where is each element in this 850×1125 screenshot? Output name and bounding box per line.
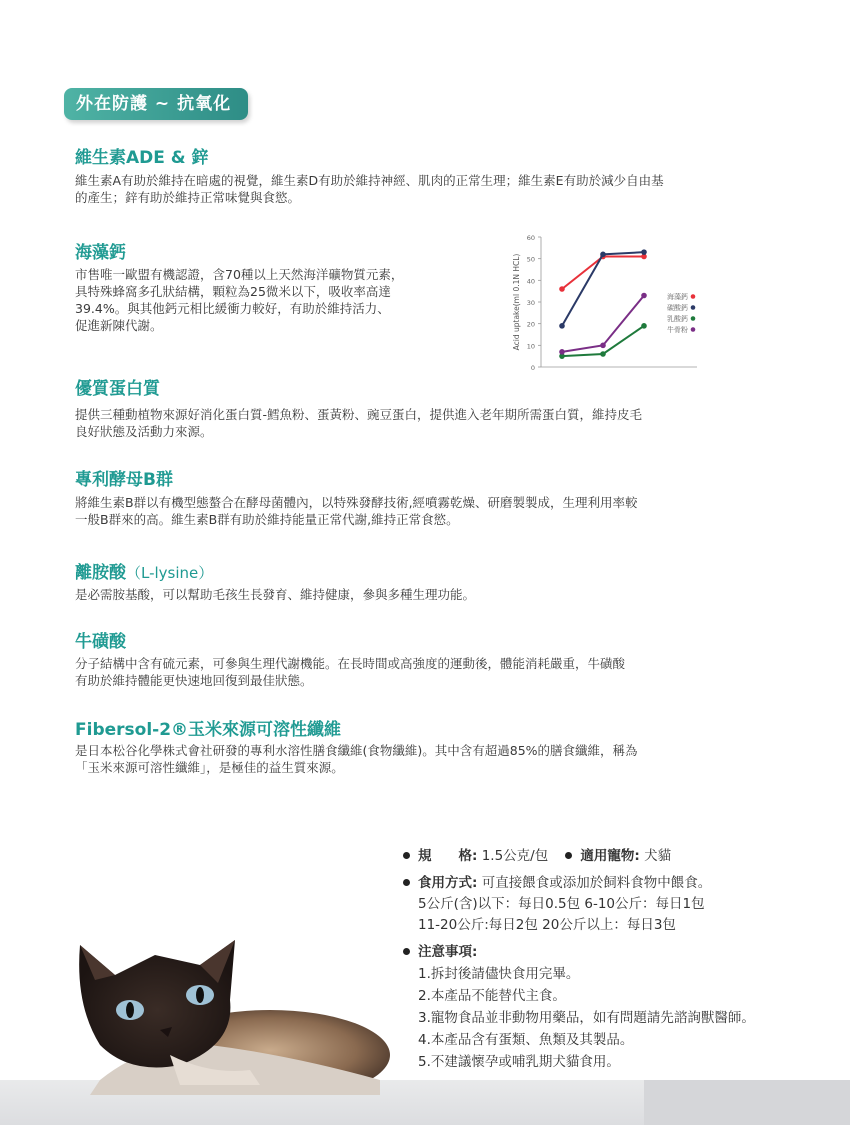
heading-quality-protein: 優質蛋白質 <box>75 379 160 399</box>
bullet-icon <box>565 852 572 859</box>
heading-seaweed-calcium: 海藻鈣 <box>75 243 126 263</box>
section-banner: 外在防護 ~ 抗氧化 <box>64 88 248 120</box>
heading-lysine-subtitle: （L-lysine） <box>126 564 214 582</box>
text-line: 一般B群來的高。維生素B群有助於維持能量正常代謝,維持正常食慾。 <box>75 512 459 527</box>
data-point <box>559 323 565 329</box>
notes-label: 注意事項: <box>418 944 478 960</box>
y-tick-label: 60 <box>526 234 535 242</box>
usage-line: 5公斤(含)以下：每日0.5包 6-10公斤：每日1包 <box>418 896 705 912</box>
spec-label: 規 格: <box>418 848 478 864</box>
heading-lysine-title: 離胺酸 <box>75 563 126 583</box>
usage-value: 可直接餵食或添加於飼料食物中餵食。 <box>481 875 712 891</box>
text-lysine <box>75 586 475 603</box>
text-line: 將維生素B群以有機型態螯合在酵母菌體內，以特殊發酵技術,經噴霧乾燥、研磨製製成，生理利用率較 <box>75 495 638 510</box>
text-line: 提供三種動植物來源好消化蛋白質-鱈魚粉、蛋黃粉、豌豆蛋白，提供進入老年期所需蛋白質，維持皮毛 <box>75 407 643 422</box>
text-line: 39.4%。與其他鈣元相比緩衝力較好，有助於維持活力、 <box>75 301 390 316</box>
usage-row <box>403 871 711 891</box>
text-line: 的產生；鋅有助於維持正常味覺與食慾。 <box>75 190 301 205</box>
text-line: 是必需胺基酸，可以幫助毛孩生長發育、維持健康，參與多種生理功能。 <box>75 587 476 602</box>
text-line: 促進新陳代謝。 <box>75 318 163 333</box>
legend-marker <box>691 294 696 299</box>
heading-fibersol: Fibersol-2®玉米來源可溶性纖維 <box>75 720 342 740</box>
legend-label: 海藻鈣 <box>667 293 688 301</box>
data-point <box>600 343 606 349</box>
text-fibersol <box>75 742 638 776</box>
data-point <box>559 286 565 292</box>
heading-lysine <box>75 558 213 583</box>
data-point <box>559 349 565 355</box>
pet-label: 適用寵物: <box>580 848 640 864</box>
cat-photo <box>60 905 390 1095</box>
legend-label: 碳酸鈣 <box>667 304 688 312</box>
heading-taurine: 牛磺酸 <box>75 632 126 652</box>
series-line <box>562 252 644 326</box>
text-quality-protein <box>75 406 642 440</box>
acid-uptake-chart <box>505 225 697 375</box>
text-line: 良好狀態及活動力來源。 <box>75 424 213 439</box>
usage-label: 食用方式: <box>418 875 478 891</box>
y-tick-label: 0 <box>530 364 535 372</box>
text-line: 有助於維持體能更快速地回復到最佳狀態。 <box>75 673 313 688</box>
usage-line: 11-20公斤:每日2包 20公斤以上：每日3包 <box>418 917 676 933</box>
note-item: 3.寵物食品並非動物用藥品，如有問題請先諮詢獸醫師。 <box>418 1010 755 1026</box>
legend-label: 牛骨粉 <box>667 326 688 334</box>
text-yeast-b <box>75 494 638 528</box>
text-vitamin-ade-zinc <box>75 172 664 206</box>
spec-value: 1.5公克/包 <box>481 848 549 864</box>
y-tick-label: 20 <box>526 320 535 329</box>
legend-label: 乳酸鈣 <box>667 315 688 323</box>
spec-row <box>403 844 671 864</box>
bullet-icon <box>403 852 410 859</box>
y-tick-label: 50 <box>526 255 535 264</box>
data-point <box>641 323 647 329</box>
legend-marker <box>691 327 696 332</box>
note-item: 2.本產品不能替代主食。 <box>418 988 566 1004</box>
bullet-icon <box>403 948 410 955</box>
heading-yeast-b: 專利酵母B群 <box>75 470 173 490</box>
text-line: 維生素A有助於維持在暗處的視覺，維生素D有助於維持神經、肌肉的正常生理；維生素E有助於減少自由基 <box>75 173 664 188</box>
y-axis-label: Acid uptake(ml 0.1N HCL) <box>512 253 521 351</box>
legend-marker <box>691 316 696 321</box>
note-item: 1.拆封後請儘快食用完畢。 <box>418 966 580 982</box>
text-line: 市售唯一歐盟有機認證，含70種以上天然海洋礦物質元素， <box>75 267 404 282</box>
text-line: 是日本松谷化學株式會社研發的專利水溶性膳食纖維(食物纖維)。其中含有超過85%的膳食纖維，稱為 <box>75 743 638 758</box>
note-item: 4.本產品含有蛋類、魚類及其製品。 <box>418 1032 634 1048</box>
data-point <box>641 249 647 255</box>
bullet-icon <box>403 879 410 886</box>
notes-row <box>403 940 477 960</box>
y-tick-label: 10 <box>526 342 535 351</box>
y-tick-label: 40 <box>526 277 535 286</box>
data-point <box>600 351 606 357</box>
floor-shadow-panel <box>644 1080 850 1125</box>
text-seaweed-calcium <box>75 266 403 334</box>
heading-vitamin-ade-zinc: 維生素ADE & 鋅 <box>75 148 209 168</box>
data-point <box>600 252 606 258</box>
series-line <box>562 257 644 290</box>
data-point <box>641 293 647 299</box>
text-line: 具特殊蜂窩多孔狀結構，顆粒為25微米以下，吸收率高達 <box>75 284 391 299</box>
legend-marker <box>691 305 696 310</box>
text-line: 「玉米來源可溶性纖維」，是極佳的益生質來源。 <box>75 760 344 775</box>
text-taurine <box>75 655 625 689</box>
note-item: 5.不建議懷孕或哺乳期犬貓食用。 <box>418 1054 620 1070</box>
pet-value: 犬貓 <box>644 848 672 864</box>
text-line: 分子結構中含有硫元素，可參與生理代謝機能。在長時間或高強度的運動後，體能消耗嚴重，牛磺酸 <box>75 656 626 671</box>
y-tick-label: 30 <box>526 299 535 307</box>
